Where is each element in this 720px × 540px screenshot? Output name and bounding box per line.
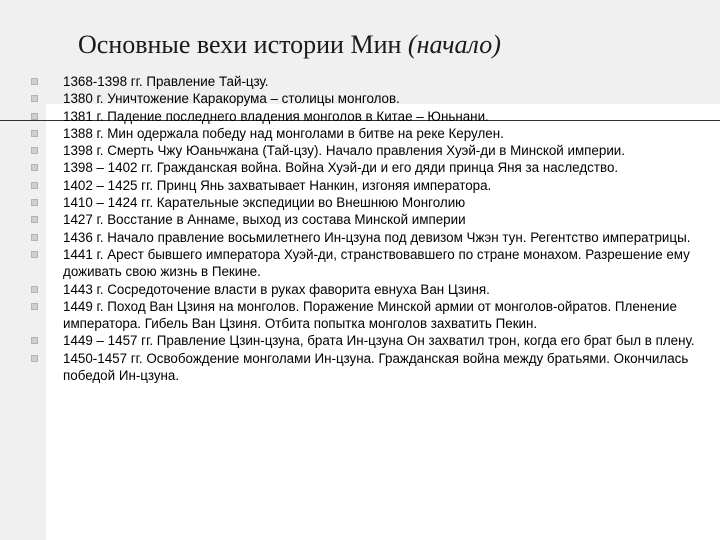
list-item — [31, 281, 703, 298]
list-item — [31, 90, 703, 107]
list-item-text: 1441 г. Арест бывшего императора Хуэй-ди, странствовавшего по стране монахом. Разрешение ему доживать свою жизнь в Пекине. — [63, 246, 690, 280]
list-item — [31, 108, 703, 125]
list-item-text: 1380 г. Уничтожение Каракорума – столицы монголов. — [63, 91, 400, 107]
list-item — [31, 125, 703, 142]
bullet-square-icon — [31, 130, 38, 137]
list-item-text: 1388 г. Мин одержала победу над монголами в битве на реке Керулен. — [63, 125, 504, 141]
list-item-text: 1410 – 1424 гг. Карательные экспедиции во Внешнюю Монголию — [63, 195, 466, 211]
bullet-square-icon — [31, 78, 38, 85]
list-item — [31, 246, 703, 281]
list-item-text: 1398 – 1402 гг. Гражданская война. Война Хуэй-ди и его дяди принца Яня за наследство. — [63, 160, 619, 176]
list-item — [31, 159, 703, 176]
bullet-square-icon — [31, 355, 38, 362]
list-item-text: 1450-1457 гг. Освобождение монголами Ин-цзуна. Гражданская война между братьями. Окончилась победой Ин-цзуна. — [63, 350, 689, 384]
timeline-list — [31, 73, 703, 384]
bullet-square-icon — [31, 234, 38, 241]
bullet-square-icon — [31, 199, 38, 206]
list-item-text: 1381 г. Падение последнего владения монголов в Китае – Юньнани. — [63, 108, 489, 124]
slide-title-text: Основные вехи истории Мин — [78, 30, 402, 59]
list-item — [31, 229, 703, 246]
list-item — [31, 142, 703, 159]
list-item-text: 1398 г. Смерть Чжу Юаньчжана (Тай-цзу). Начало правления Хуэй-ди в Минской империи. — [63, 143, 626, 159]
list-item-text: 1443 г. Сосредоточение власти в руках фаворита евнуха Ван Цзиня. — [63, 281, 490, 297]
bullet-square-icon — [31, 95, 38, 102]
list-item — [31, 194, 703, 211]
bullet-square-icon — [31, 286, 38, 293]
bullet-square-icon — [31, 164, 38, 171]
list-item-text: 1436 г. Начало правление восьмилетнего Ин-цзуна под девизом Чжэн тун. Регентство императрицы. — [63, 229, 691, 245]
list-item — [31, 177, 703, 194]
bullet-square-icon — [31, 113, 38, 120]
list-item — [31, 298, 703, 333]
bullet-square-icon — [31, 251, 38, 258]
list-item-text: 1427 г. Восстание в Аннаме, выход из состава Минской империи — [63, 212, 466, 228]
list-item-text: 1449 – 1457 гг. Правление Цзин-цзуна, брата Ин-цзуна Он захватил трон, когда его брат был в плену. — [63, 333, 695, 349]
bullet-square-icon — [31, 216, 38, 223]
list-item-text: 1402 – 1425 гг. Принц Янь захватывает Нанкин, изгоняя императора. — [63, 177, 492, 193]
list-item — [31, 332, 703, 349]
list-item-text: 1449 г. Поход Ван Цзиня на монголов. Поражение Минской армии от монголов-ойратов. Пленение императора. Гибель Ван Цзиня. Отбита попытка монголов захватить Пекин. — [63, 298, 677, 332]
list-item — [31, 73, 703, 90]
bullet-square-icon — [31, 182, 38, 189]
list-item — [31, 350, 703, 385]
list-item-text: 1368-1398 гг. Правление Тай-цзу. — [63, 74, 269, 89]
bullet-square-icon — [31, 337, 38, 344]
bullet-square-icon — [31, 303, 38, 310]
bullet-square-icon — [31, 147, 38, 154]
slide-title — [78, 30, 501, 60]
list-item — [31, 211, 703, 228]
slide-title-paren: (начало) — [407, 30, 501, 59]
